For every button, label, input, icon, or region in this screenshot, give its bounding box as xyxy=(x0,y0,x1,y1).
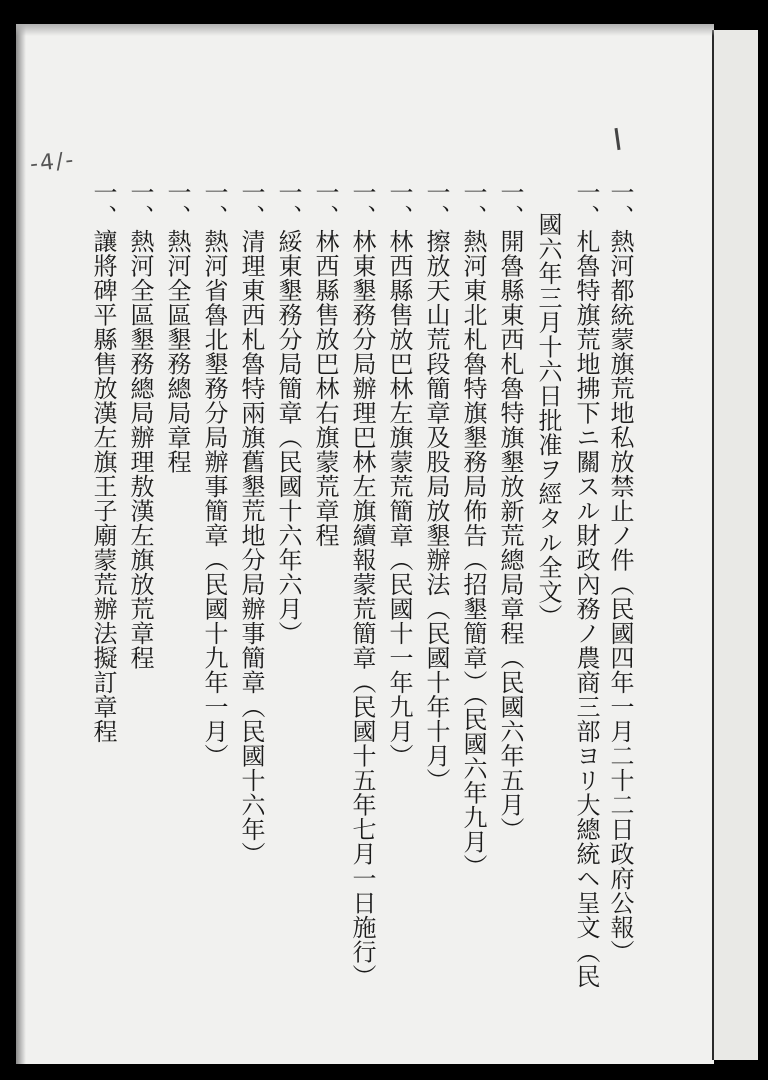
entry-13: 一、熱河全區墾務總局辦理敖漢左旗放荒章程 xyxy=(126,180,154,670)
entry-8: 一、林西縣售放巴林右旗蒙荒章程 xyxy=(311,180,339,548)
entry-12: 一、熱河全區墾務總局章程 xyxy=(163,180,191,474)
entry-9: 一、綏東墾務分局簡章（民國十六年六月） xyxy=(274,180,302,646)
page-edge xyxy=(712,30,758,1060)
entry-6: 一、林西縣售放巴林左旗蒙荒簡章（民國十一年九月） xyxy=(385,180,413,768)
entry-3: 一、開魯縣東西札魯特旗墾放新荒總局章程（民國六年五月） xyxy=(496,180,524,842)
entry-5: 一、擦放天山荒段簡章及股局放墾辦法（民國十年十月） xyxy=(422,180,450,793)
top-shadow xyxy=(16,24,714,36)
spine-shadow xyxy=(16,24,26,1064)
entry-14: 一、讓將碑平縣售放漢左旗王子廟蒙荒辦法擬訂章程 xyxy=(89,180,117,744)
entry-11: 一、熱河省魯北墾務分局辦事簡章（民國十九年一月） xyxy=(200,180,228,768)
entry-2: 一、札魯特旗荒地拂下ニ關スル財政內務ノ農商三部ヨリ大總統ヘ呈文（民 xyxy=(572,180,600,989)
pencil-note: -4/- xyxy=(28,147,77,178)
entry-1: 一、熱河都統蒙旗荒地私放禁止ノ件（民國四年一月二十二日政府公報） xyxy=(606,180,634,964)
entry-4: 一、熱河東北札魯特旗墾務局佈告（招墾簡章）（民國六年九月） xyxy=(459,180,487,879)
entry-10: 一、清理東西札魯特兩旗舊墾荒地分局辦事簡章（民國十六年） xyxy=(237,180,265,866)
entry-7: 一、林東墾務分局辦理巴林左旗續報蒙荒簡章（民國十五年七月一日施行） xyxy=(348,180,376,989)
entry-2-continued: 國六年三月十六日批准ヲ經タル全文） xyxy=(534,212,562,629)
